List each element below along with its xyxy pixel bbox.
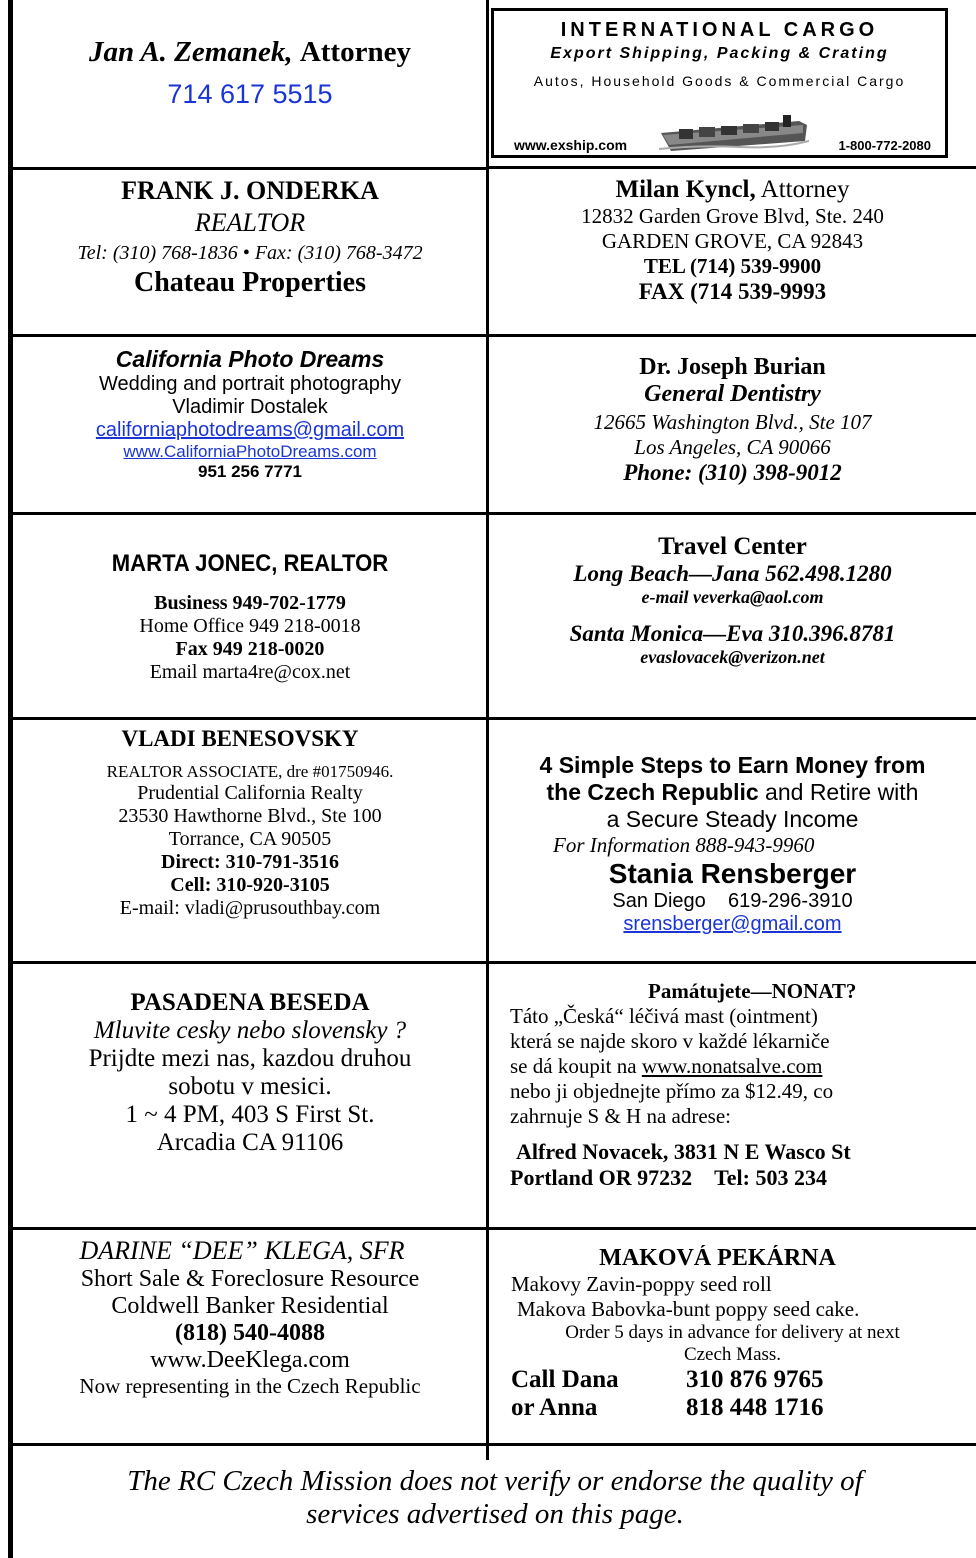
agent-line: Short Sale & Foreclosure Resource <box>80 1266 420 1292</box>
realtor-company: Prudential California Realty <box>137 782 363 804</box>
contact-city: San Diego <box>612 890 706 912</box>
divider <box>8 512 976 515</box>
realtor-contact <box>14 242 486 265</box>
ad-beseda <box>14 989 486 1157</box>
ad-zemanek <box>14 36 486 110</box>
event-name: PASADENA BESEDA <box>130 989 370 1016</box>
ad-klega <box>14 1236 486 1399</box>
ad-travel <box>489 533 976 668</box>
cargo-phone: 1-800-772-2080 <box>838 138 931 153</box>
business-phone: Business 949-702-1779 <box>154 592 346 614</box>
ad-burian <box>489 354 976 486</box>
photo-person: Vladimir Dostalek <box>172 396 328 418</box>
divider <box>8 1443 976 1446</box>
agent-phone: (818) 540-4088 <box>175 1320 325 1346</box>
agent-line: Now representing in the Czech Republic <box>79 1374 421 1398</box>
cargo-heading: INTERNATIONAL CARGO <box>560 19 879 41</box>
email-line: Email marta4re@cox.net <box>149 661 351 683</box>
attorney-heading <box>14 36 486 69</box>
divider <box>8 1227 976 1230</box>
contact-phone: 619-296-3910 <box>728 890 853 912</box>
travel-name: Travel Center <box>658 533 807 560</box>
realtor-name: MARTA JONEC, REALTOR <box>111 550 389 577</box>
attorney-name: Jan A. Zemanek, <box>89 36 293 68</box>
realtor-name: FRANK J. ONDERKA <box>121 176 379 205</box>
dentist-name: Dr. Joseph Burian <box>639 354 826 380</box>
nonat-website-link[interactable]: www.nonatsalve.com <box>641 1054 823 1078</box>
disclaimer-line: services advertised on this page. <box>306 1498 684 1530</box>
promo-rest: and Retire with <box>758 779 919 805</box>
cargo-website[interactable]: www.exship.com <box>514 137 628 153</box>
nonat-line: Táto „Česká“ léčivá mast (ointment) <box>510 1004 818 1028</box>
address-line: 23530 Hawthorne Blvd., Ste 100 <box>118 805 382 827</box>
photo-email-link[interactable]: californiaphotodreams@gmail.com <box>95 419 405 441</box>
photo-website-link[interactable]: www.CaliforniaPhotoDreams.com <box>123 442 377 461</box>
realtor-tel: Tel: (310) 768-1836 <box>77 242 238 264</box>
ad-kyncl <box>489 176 976 305</box>
attorney-phone: 714 617 5515 <box>167 79 333 109</box>
contact-location <box>489 890 976 913</box>
travel-lb-email: e-mail veverka@aol.com <box>641 587 824 607</box>
nonat-address <box>510 1165 972 1191</box>
travel-sm-email: evaslovacek@verizon.net <box>640 647 825 667</box>
ad-photo <box>14 346 486 482</box>
direct-phone: Direct: 310-791-3516 <box>161 851 339 873</box>
promo-info: For Information 888-943-9960 <box>553 833 815 857</box>
promo-line <box>489 779 976 806</box>
realtor-license: REALTOR ASSOCIATE, dre #01750946. <box>106 762 394 781</box>
ad-pekarna <box>489 1245 976 1422</box>
promo-line: 4 Simple Steps to Earn Money from <box>539 752 926 778</box>
nonat-city: Portland OR 97232 <box>510 1165 693 1190</box>
nonat-line <box>510 1054 972 1079</box>
fax-line: Fax 949 218-0020 <box>175 638 325 660</box>
email-line: E-mail: vladi@prusouthbay.com <box>119 897 381 919</box>
dentist-phone: Phone: (310) 398-9012 <box>623 460 842 485</box>
bakery-call <box>489 1366 976 1394</box>
attorney-title: Attorney <box>299 36 411 68</box>
divider <box>8 167 489 170</box>
nonat-text: se dá koupit na <box>510 1054 642 1078</box>
event-line: 1 ~ 4 PM, 403 S First St. <box>125 1101 375 1128</box>
photo-desc: Wedding and portrait photography <box>98 373 402 395</box>
tel-line: TEL (714) 539-9900 <box>643 254 822 278</box>
nonat-phone: Tel: 503 234 <box>714 1165 827 1190</box>
nonat-heading: Památujete—NONAT? <box>648 979 857 1003</box>
left-border <box>8 0 13 1558</box>
address-line: 12665 Washington Blvd., Ste 107 <box>593 410 872 434</box>
ad-onderka <box>14 176 486 299</box>
divider <box>486 166 976 169</box>
cargo-tagline: Autos, Household Goods & Commercial Cargo <box>533 73 906 89</box>
bakery-line: Makova Babovka-bunt poppy seed cake. <box>517 1297 860 1321</box>
ad-cargo <box>491 8 948 158</box>
home-phone: Home Office 949 218-0018 <box>139 615 361 637</box>
divider <box>8 717 976 720</box>
dentist-specialty: General Dentistry <box>644 381 821 407</box>
travel-long-beach: Long Beach—Jana 562.498.1280 <box>573 561 892 586</box>
address-line: 12832 Garden Grove Blvd, Ste. 240 <box>581 204 884 228</box>
bakery-line: Order 5 days in advance for delivery at next <box>565 1322 900 1343</box>
bakery-contact-name: or Anna <box>511 1394 598 1421</box>
ad-nonat <box>510 979 972 1191</box>
attorney-name: Milan Kyncl, <box>615 176 756 203</box>
agent-name: DARINE “DEE” KLEGA, SFR <box>79 1236 405 1265</box>
realtor-company: Chateau Properties <box>134 267 366 298</box>
event-line: Prijdte mezi nas, kazdou druhou <box>88 1045 412 1072</box>
fax-line: FAX (714 539-9993 <box>638 279 827 304</box>
ad-jonec <box>14 550 486 684</box>
disclaimer-line: The RC Czech Mission does not verify or endorse the quality of <box>127 1465 863 1497</box>
bakery-line: Makovy Zavin-poppy seed roll <box>511 1272 772 1296</box>
realtor-fax: Fax: (310) 768-3472 <box>254 242 423 264</box>
event-line: Arcadia CA 91106 <box>156 1129 344 1156</box>
promo-bold: the Czech Republic <box>546 779 759 805</box>
bakery-contact-name: Call Dana <box>511 1366 619 1393</box>
bakery-contact-phone: 818 448 1716 <box>686 1394 824 1421</box>
nonat-address: Alfred Novacek, 3831 N E Wasco St <box>516 1139 851 1164</box>
ad-rensberger <box>489 752 976 936</box>
cargo-ship-icon <box>659 111 809 155</box>
bullet-icon: • <box>242 242 250 264</box>
agent-website: www.DeeKlega.com <box>150 1347 350 1373</box>
contact-email-link[interactable]: srensberger@gmail.com <box>623 913 842 935</box>
address-line: GARDEN GROVE, CA 92843 <box>601 229 864 253</box>
bakery-call <box>489 1394 976 1422</box>
attorney-title: Attorney <box>760 176 850 203</box>
disclaimer <box>14 1465 976 1531</box>
bakery-line: Czech Mass. <box>683 1344 782 1365</box>
divider <box>8 334 976 337</box>
bakery-contact-phone: 310 876 9765 <box>686 1366 824 1393</box>
address-line: Torrance, CA 90505 <box>168 828 332 850</box>
nonat-line: která se najde skoro v každé lékarniče <box>510 1029 830 1053</box>
attorney-heading <box>489 176 976 204</box>
photo-name: California Photo Dreams <box>115 346 385 372</box>
event-line: sobotu v mesici. <box>168 1073 332 1100</box>
event-line: Mluvite cesky nebo slovensky ? <box>93 1017 407 1044</box>
cell-phone: Cell: 310-920-3105 <box>170 874 330 896</box>
contact-name: Stania Rensberger <box>608 858 857 889</box>
realtor-name: VLADI BENESOVSKY <box>121 726 359 751</box>
nonat-line: nebo ji objednejte přímo za $12.49, co <box>510 1079 834 1103</box>
ad-benesovsky <box>14 726 486 920</box>
divider <box>8 961 976 964</box>
nonat-line: zahrnuje S & H na adrese: <box>510 1104 732 1128</box>
agent-line: Coldwell Banker Residential <box>111 1293 389 1319</box>
promo-line: a Secure Steady Income <box>606 806 859 832</box>
address-line: Los Angeles, CA 90066 <box>634 435 831 459</box>
realtor-role: REALTOR <box>194 208 306 237</box>
travel-santa-monica: Santa Monica—Eva 310.396.8781 <box>569 621 896 646</box>
bakery-name: MAKOVÁ PEKÁRNA <box>599 1245 836 1271</box>
photo-phone: 951 256 7771 <box>198 462 302 481</box>
cargo-subheading: Export Shipping, Packing & Crating <box>550 45 889 62</box>
